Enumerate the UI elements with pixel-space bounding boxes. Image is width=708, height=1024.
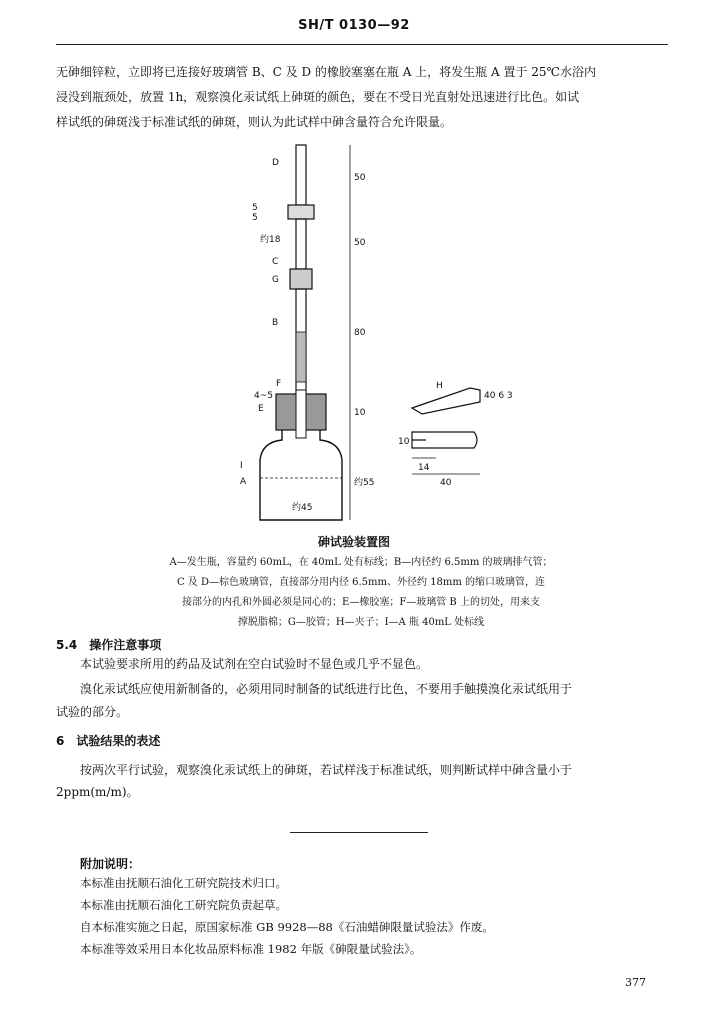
- header-rule: [56, 44, 668, 45]
- label-e: E: [258, 404, 264, 414]
- section-5-4-para-1: 本试验要求所用的药品及试剂在空白试验时不显色或几乎不显色。: [80, 657, 429, 671]
- label-g: G: [272, 275, 279, 285]
- note-3: 自本标准实施之日起，原国家标准 GB 9928—88《石油蜡砷限量试验法》作废。: [80, 920, 494, 934]
- running-header: SH/T 0130—92: [298, 18, 410, 33]
- rubber-tube-g: [290, 269, 312, 289]
- label-a: A: [240, 477, 247, 487]
- label-4-5: 4~5: [254, 391, 273, 401]
- notes-heading: 附加说明：: [80, 857, 141, 871]
- intro-line-1: 无砷细锌粒，立即将已连接好玻璃管 B、C 及 D 的橡胶塞塞在瓶 A 上，将发生瓶 A 置于 25℃水浴内: [56, 65, 596, 79]
- label-d: D: [272, 158, 279, 168]
- dim-50-lower: 50: [354, 238, 366, 248]
- tube-d: [296, 145, 306, 205]
- label-5b: 5: [252, 213, 258, 223]
- dim-40: 40: [440, 478, 452, 488]
- upper-connector: [288, 205, 314, 219]
- label-h: H: [436, 381, 443, 391]
- clip-flat: [412, 432, 477, 448]
- dim-55: 约55: [354, 478, 375, 488]
- dim-14: 14: [418, 463, 430, 473]
- section-5-4-para-2b: 试验的部分。: [56, 705, 129, 719]
- dim-10-clip: 10: [398, 437, 410, 447]
- section-6-para-1b: 2ppm(m/m)。: [56, 785, 139, 799]
- clip-h: [412, 388, 480, 414]
- dim-80: 80: [354, 328, 366, 338]
- dim-50-upper: 50: [354, 173, 366, 183]
- section-5-4-para-2a: 溴化汞试纸应使用新制备的，必须用同时制备的试纸进行比色，不要用手触摸溴化汞试纸用于: [80, 682, 573, 696]
- note-2: 本标准由抚顺石油化工研究院负责起草。: [80, 898, 287, 912]
- label-c: C: [272, 257, 279, 267]
- label-i: I: [240, 461, 243, 471]
- intro-line-3: 样试纸的砷斑浅于标准试纸的砷斑，则认为此试样中砷含量符合允许限量。: [56, 115, 453, 129]
- figure-caption-4: 撑脱脂棉；G—胶管；H—夹子；I—A 瓶 40mL 处标线: [237, 617, 485, 628]
- note-1: 本标准由抚顺石油化工研究院技术归口。: [80, 876, 287, 890]
- dim-10: 10: [354, 408, 366, 418]
- figure-caption-2: C 及 D—棕色玻璃管，直接部分用内径 6.5mm、外径约 18mm 的缩口玻璃管，连: [176, 577, 546, 588]
- tube-b-lower: [296, 390, 306, 438]
- label-f: F: [276, 379, 282, 389]
- intro-line-2: 浸没到瓶颈处，放置 1h，观察溴化汞试纸上砷斑的颜色，要在不受日光直射处迅速进行比色。如试: [56, 90, 580, 104]
- tube-c: [296, 219, 306, 269]
- separator-rule: [290, 832, 428, 833]
- label-d18: 约18: [260, 235, 281, 245]
- section-6-heading: 6 试验结果的表述: [56, 734, 161, 748]
- figure-caption-1: A—发生瓶，容量约 60mL，在 40mL 处有标线；B—内径约 6.5mm 的玻璃排气管；: [169, 557, 553, 568]
- figure-title: 砷试验装置图: [317, 535, 390, 549]
- dim-width-45: 约45: [292, 503, 313, 513]
- page-number: 377: [625, 976, 646, 989]
- label-5a: 5: [252, 203, 258, 213]
- cotton-wool: [296, 332, 306, 382]
- clip-dims: 40 6 3: [484, 391, 513, 401]
- section-5-4-heading: 5.4 操作注意事项: [56, 638, 162, 652]
- arsenic-apparatus-figure: [200, 140, 520, 530]
- section-6-para-1a: 按两次平行试验，观察溴化汞试纸上的砷斑，若试样浅于标准试纸，则判断试样中砷含量小于: [80, 763, 573, 777]
- label-b: B: [272, 318, 279, 328]
- figure-caption-3: 接部分的内孔和外圆必须是同心的；E—橡胶塞；F—玻璃管 B 上的切处，用来支: [182, 597, 540, 608]
- note-4: 本标准等效采用日本化妆品原料标准 1982 年版《砷限量试验法》。: [80, 942, 422, 956]
